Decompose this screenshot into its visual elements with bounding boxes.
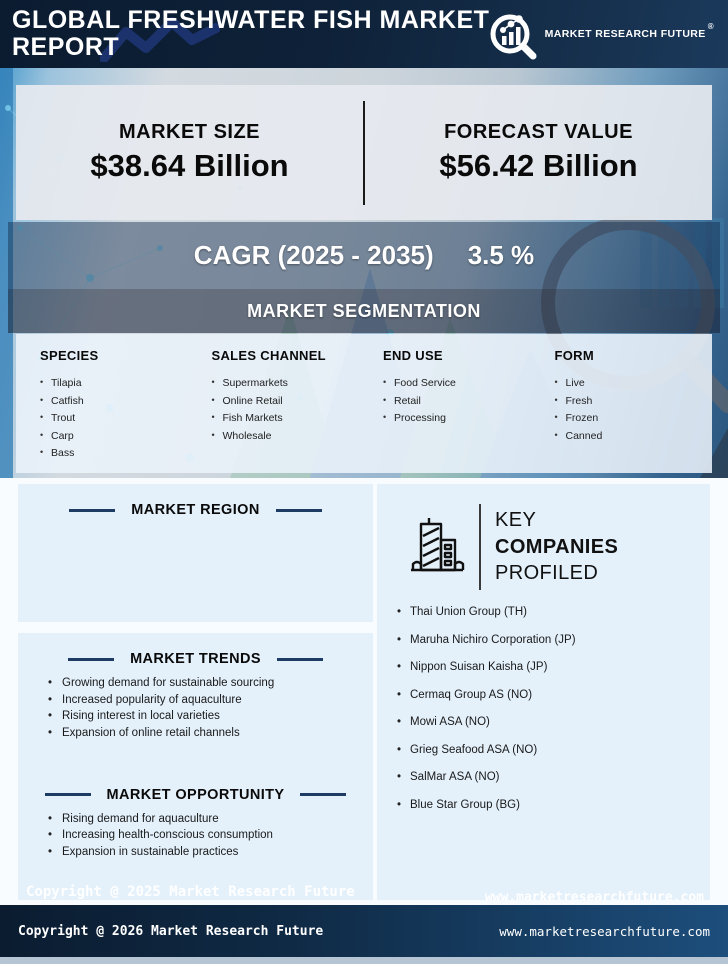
list-item: • Supermarkets xyxy=(212,377,370,389)
list-item: • Bass xyxy=(40,447,198,459)
market-region-header xyxy=(18,502,373,518)
market-opportunity-list xyxy=(48,813,373,858)
market-trends-card xyxy=(18,633,373,900)
watermark-copyright: Copyright @ 2025 Market Research Future xyxy=(26,884,355,900)
segment-column-form xyxy=(541,348,713,473)
list-item: • Rising interest in local varieties xyxy=(48,710,373,722)
segment-heading: END USE xyxy=(383,348,443,363)
market-size-block xyxy=(16,121,363,184)
key-companies-card xyxy=(377,484,710,900)
segment-list xyxy=(383,377,541,424)
list-item: • Food Service xyxy=(383,377,541,389)
cagr-label: CAGR (2025 - 2035) xyxy=(193,240,434,270)
title-rule-left xyxy=(45,793,91,796)
market-trends-title: MARKET TRENDS xyxy=(130,651,261,667)
segmentation-title-band xyxy=(8,289,720,333)
list-item: • Thai Union Group (TH) xyxy=(397,606,710,618)
list-item: • Cermaq Group AS (NO) xyxy=(397,689,710,701)
list-item: • Mowi ASA (NO) xyxy=(397,716,710,728)
market-size-label: MARKET SIZE xyxy=(118,121,261,143)
footer xyxy=(0,905,728,957)
list-item: • Retail xyxy=(383,395,541,407)
list-item: • Nippon Suisan Kaisha (JP) xyxy=(397,661,710,673)
key-companies-title-line1: KEY xyxy=(495,509,537,532)
forecast-value-value: $56.42 Billion xyxy=(439,148,638,183)
key-companies-title-line3: PROFILED xyxy=(495,562,599,585)
list-item: • Fresh xyxy=(555,395,713,407)
market-size-value: $38.64 Billion xyxy=(90,148,289,183)
key-companies-title xyxy=(495,507,618,586)
segmentation-title: MARKET SEGMENTATION xyxy=(247,300,481,321)
market-trends-header xyxy=(18,651,373,667)
list-item: • Canned xyxy=(555,430,713,442)
forecast-value-block xyxy=(365,121,712,184)
segment-column-species xyxy=(26,348,198,473)
cagr-band xyxy=(8,222,720,289)
key-companies-header xyxy=(377,484,710,590)
page-title-line2: REPORT xyxy=(12,33,120,61)
list-item: • Online Retail xyxy=(212,395,370,407)
mrf-logo-icon xyxy=(486,8,538,60)
market-region-title: MARKET REGION xyxy=(131,502,260,518)
list-item: • Grieg Seafood ASA (NO) xyxy=(397,744,710,756)
segmentation-card xyxy=(16,334,712,473)
segment-list xyxy=(212,377,370,442)
list-item: • Wholesale xyxy=(212,430,370,442)
building-icon xyxy=(409,516,465,578)
list-item: • Live xyxy=(555,377,713,389)
title-rule-right xyxy=(300,793,346,796)
segment-heading: SPECIES xyxy=(40,348,99,363)
segment-list xyxy=(555,377,713,442)
title-rule-right xyxy=(277,658,323,661)
segment-column-sales-channel xyxy=(198,348,370,473)
title-rule-left xyxy=(68,658,114,661)
list-item: • Maruha Nichiro Corporation (JP) xyxy=(397,634,710,646)
segment-list xyxy=(40,377,198,459)
list-item: • Increasing health-conscious consumption xyxy=(48,829,373,841)
background-photo-band xyxy=(0,68,728,478)
header-divider xyxy=(479,504,481,590)
market-region-card xyxy=(18,484,373,622)
list-item: • Blue Star Group (BG) xyxy=(397,799,710,811)
cagr-value: 3.5 % xyxy=(467,240,535,270)
footer-website: www.marketresearchfuture.com xyxy=(499,923,710,939)
list-item: • SalMar ASA (NO) xyxy=(397,771,710,783)
list-item: • Processing xyxy=(383,412,541,424)
list-item: • Fish Markets xyxy=(212,412,370,424)
brand-name-text: MARKET RESEARCH FUTURE xyxy=(544,28,706,40)
forecast-value-label: FORECAST VALUE xyxy=(444,121,633,143)
market-opportunity-title: MARKET OPPORTUNITY xyxy=(106,786,285,803)
list-item: • Tilapia xyxy=(40,377,198,389)
segment-heading: FORM xyxy=(554,348,594,363)
brand-name xyxy=(544,22,714,40)
list-item: • Increased popularity of aquaculture xyxy=(48,694,373,706)
key-companies-list xyxy=(397,606,710,811)
list-item: • Catfish xyxy=(40,395,198,407)
segment-heading: SALES CHANNEL xyxy=(211,348,326,363)
list-item: • Growing demand for sustainable sourcing xyxy=(48,677,373,689)
title-rule-left xyxy=(69,509,115,512)
footer-copyright: Copyright @ 2026 Market Research Future xyxy=(18,923,324,939)
list-item: • Frozen xyxy=(555,412,713,424)
market-stats-card xyxy=(16,85,712,220)
bottom-strip xyxy=(0,957,728,964)
market-trends-list xyxy=(48,677,373,739)
market-opportunity-header xyxy=(18,787,373,803)
key-companies-title-line2: COMPANIES xyxy=(495,535,619,558)
brand-logo xyxy=(486,8,714,60)
header xyxy=(0,0,728,68)
title-rule-right xyxy=(276,509,322,512)
list-item: • Expansion of online retail channels xyxy=(48,727,373,739)
list-item: • Trout xyxy=(40,412,198,424)
list-item: • Rising demand for aquaculture xyxy=(48,813,373,825)
segment-column-end-use xyxy=(369,348,541,473)
registered-mark: ® xyxy=(707,22,714,31)
watermark-website: www.marketresearchfuture.com xyxy=(484,890,704,900)
list-item: • Expansion in sustainable practices xyxy=(48,846,373,858)
list-item: • Carp xyxy=(40,430,198,442)
page-title-line1: GLOBAL FRESHWATER FISH MARKET xyxy=(12,6,490,34)
page-title xyxy=(12,7,489,61)
